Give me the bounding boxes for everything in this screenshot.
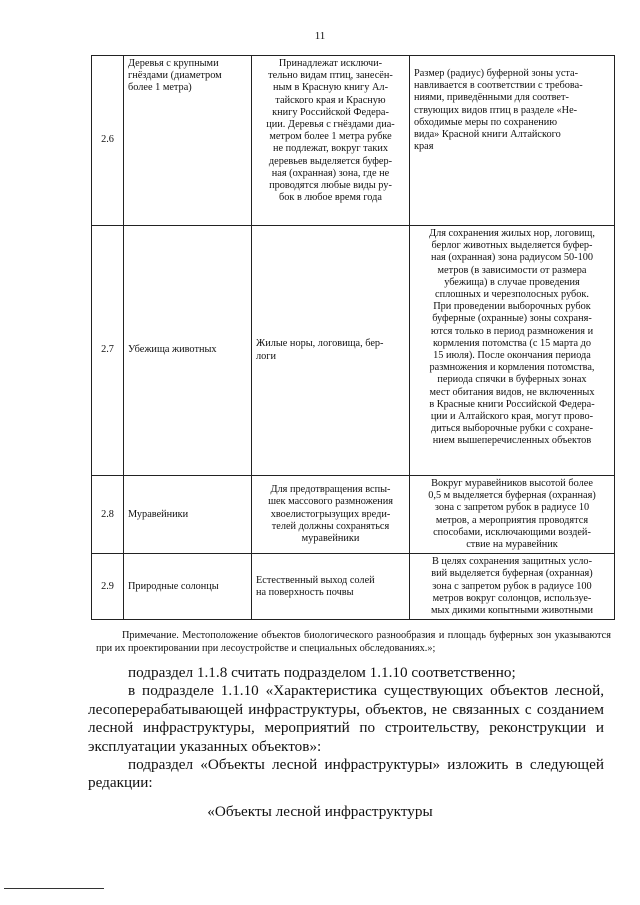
table-row [92,554,615,620]
row-number: 2.7 [92,226,124,476]
object-cell [124,476,252,554]
footnote-divider [4,888,104,889]
object-cell [124,554,252,620]
paragraph: в подразделе 1.1.10 «Характеристика существующих объектов лесной, лесоперерабатывающей инфраструктуры, объектов, не связанных с созданием лесной инфраструктуры, мероприятий по строительству, реконструкции и эксплуатации указанных объектов»: [88,682,604,755]
table-note: Примечание. Местоположение объектов биологического разнообразия и площадь буферных зон указываются при их проектировании при лесоустройстве и специальных обследованиях.»; [96,630,611,654]
protection-measures: Вокруг муравейников высотой более 0,5 м выделяется буферная (охранная) зона с запретом рубок в радиусе 10 метров, а мероприятия проводятся способами, исключающими воздей- ствие на муравейник [428,478,596,551]
object-description: Принадлежат исключи- тельно видам птиц, занесён- ным в Красную книгу Ал- тайского края и Красную книгу Российской Федера- ции. Деревья с гнёздами диа- метром более 1 метра рубке не подлежат, вокруг таких деревьев выделяется буфер- ная (охранная) зона, где не проводятся любые виды ру- бок в любое время года [266,58,395,204]
row-number: 2.9 [92,554,124,620]
measures-cell [410,554,615,620]
object-name: Муравейники [128,508,189,520]
object-description: Жилые норы, логовища, бер- логи [256,338,384,362]
measures-cell [410,226,615,476]
object-description: Для предотвращения вспы- шек массового размножения хвоелистогрызущих вреди- телей должны сохраняться муравейники [268,484,393,544]
row-number: 2.8 [92,476,124,554]
object-cell [124,226,252,476]
object-name: Деревья с крупными гнёздами (диаметром более 1 метра) [128,58,222,94]
description-cell [252,476,410,554]
object-name: Убежища животных [128,344,217,356]
amendment-text [88,664,604,793]
protection-measures: Для сохранения жилых нор, логовищ, берлог животных выделяется буфер- ная (охранная) зона радиусом 50-100 метров (в зависимости от размера убежища) в случае проведения сплошных и черезполосных рубок. При проведении выборочных рубок буферные (охранные) зоны сохраня- ются только в период размножения и кормления потомства (с 15 марта до 15 июля). После окончания периода размножения и кормления потомства, периода спячки в буферных зонах мест обитания видов, не включенных в Красные книги Российской Федера- ции и Алтайского края, могут прово- диться выборочные рубки с сохране- нием вышеперечисленных объектов [429,228,595,447]
page-number: 11 [314,30,326,42]
paragraph: подраздел 1.1.8 считать подразделом 1.1.10 соответственно; [128,664,516,681]
section-heading: «Объекты лесной инфраструктуры [207,803,433,820]
measures-cell [410,56,615,226]
table-row [92,226,615,476]
object-name: Природные солонцы [128,580,219,592]
object-cell [124,56,252,226]
table-row [92,56,615,226]
measures-cell [410,476,615,554]
description-cell [252,56,410,226]
protection-measures: В целях сохранения защитных усло- вий выделяется буферная (охранная) зона с запретом рубок в радиусе 100 метров вокруг солонцов, используе- мых дикими копытными животными [431,556,593,617]
object-description: Естественный выход солей на поверхность почвы [256,574,375,598]
paragraph: подраздел «Объекты лесной инфраструктуры» изложить в следующей редакции: [88,756,604,792]
row-number: 2.6 [92,56,124,226]
description-cell [252,554,410,620]
protection-measures: Размер (радиус) буферной зоны уста- навливается в соответствии с требова- ниями, приведёнными для соответ- ствующих видов птиц в разделе «Не- обходимые меры по сохранению вида» Красной книги Алтайского края [414,68,583,153]
description-cell [252,226,410,476]
biodiversity-objects-table [91,55,615,620]
table-row [92,476,615,554]
